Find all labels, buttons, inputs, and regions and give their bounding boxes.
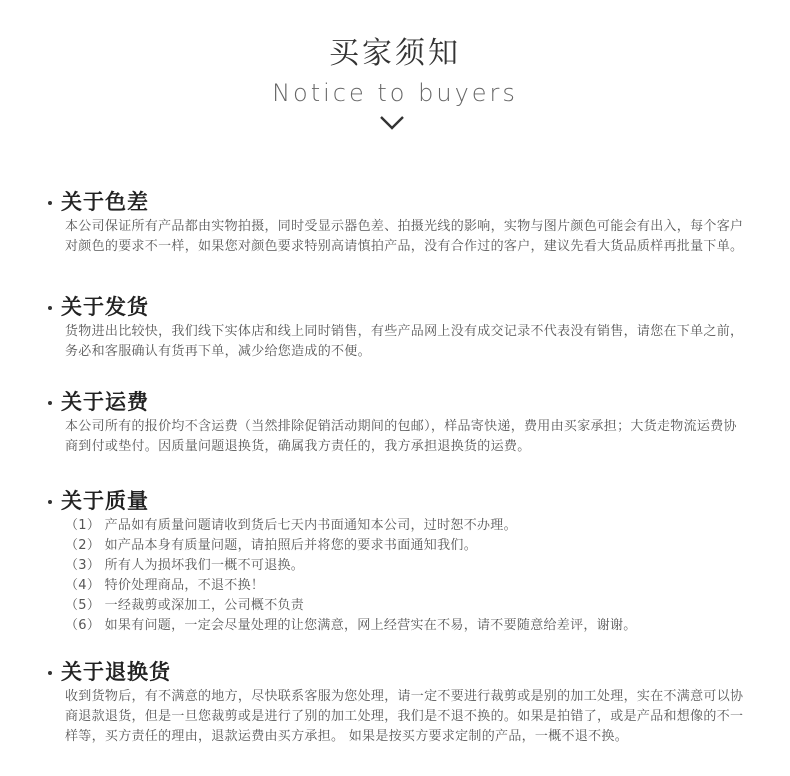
list-item: （1） 产品如有质量问题请收到货后七天内书面通知本公司，过时恕不办理。: [65, 518, 517, 533]
section-title: 关于运费: [61, 390, 149, 414]
bullet-dot: [48, 306, 52, 310]
page-title: 买家须知: [329, 36, 461, 71]
section-title: 关于色差: [61, 190, 149, 214]
list-item: （2） 如产品本身有质量问题，请拍照后并将您的要求书面通知我们。: [65, 538, 478, 553]
bullet-dot: [48, 500, 52, 504]
section-freight: [48, 386, 748, 457]
section-text: 本公司所有的报价均不含运费（当然排除促销活动期间的包邮），样品寄快递，费用由买家承担；大货走物流运费协商到付或垫付。因质量问题退换货，确属我方责任的，我方承担退换货的运费。: [65, 419, 737, 454]
page-subtitle: Notice to buyers: [272, 79, 518, 107]
section-quality: [48, 485, 748, 636]
section-title: 关于退换货: [61, 660, 171, 684]
chevron-down-icon: [379, 114, 405, 132]
quality-list: [65, 516, 748, 636]
list-item: （5） 一经裁剪或深加工，公司概不负责: [65, 598, 305, 613]
section-text: 收到货物后，有不满意的地方，尽快联系客服为您处理，请一定不要进行裁剪或是别的加工处理，实在不满意可以协商退款退货，但是一旦您裁剪或是进行了别的加工处理，我们是不退不换的。如果是拍错了，或是产品和想像的不一样等，买方责任的理由，退款运费由买方承担。 如果是按买方要求定制的产品，一概不退不换。: [65, 689, 744, 744]
section-returns: [48, 656, 748, 747]
section-title: 关于质量: [61, 489, 149, 513]
bullet-dot: [48, 401, 52, 405]
bullet-dot: [48, 201, 52, 205]
section-title: 关于发货: [61, 295, 149, 319]
bullet-dot: [48, 671, 52, 675]
section-text: 本公司保证所有产品都由实物拍摄，同时受显示器色差、拍摄光线的影响，实物与图片颜色可能会有出入，每个客户对颜色的要求不一样，如果您对颜色要求特别高请慎拍产品，没有合作过的客户，建议先看大货品质样再批量下单。: [65, 219, 744, 254]
list-item: （4） 特价处理商品，不退不换！: [65, 578, 265, 593]
list-item: （3） 所有人为损坏我们一概不可退换。: [65, 558, 305, 573]
section-color-difference: [48, 186, 748, 257]
section-shipping: [48, 291, 748, 362]
page-header: [0, 36, 790, 108]
list-item: （6） 如果有问题，一定会尽量处理的让您满意，网上经营实在不易，请不要随意给差评，谢谢。: [65, 618, 637, 633]
section-text: 货物进出比较快，我们线下实体店和线上同时销售，有些产品网上没有成交记录不代表没有销售，请您在下单之前，务必和客服确认有货再下单，减少给您造成的不便。: [65, 324, 744, 359]
